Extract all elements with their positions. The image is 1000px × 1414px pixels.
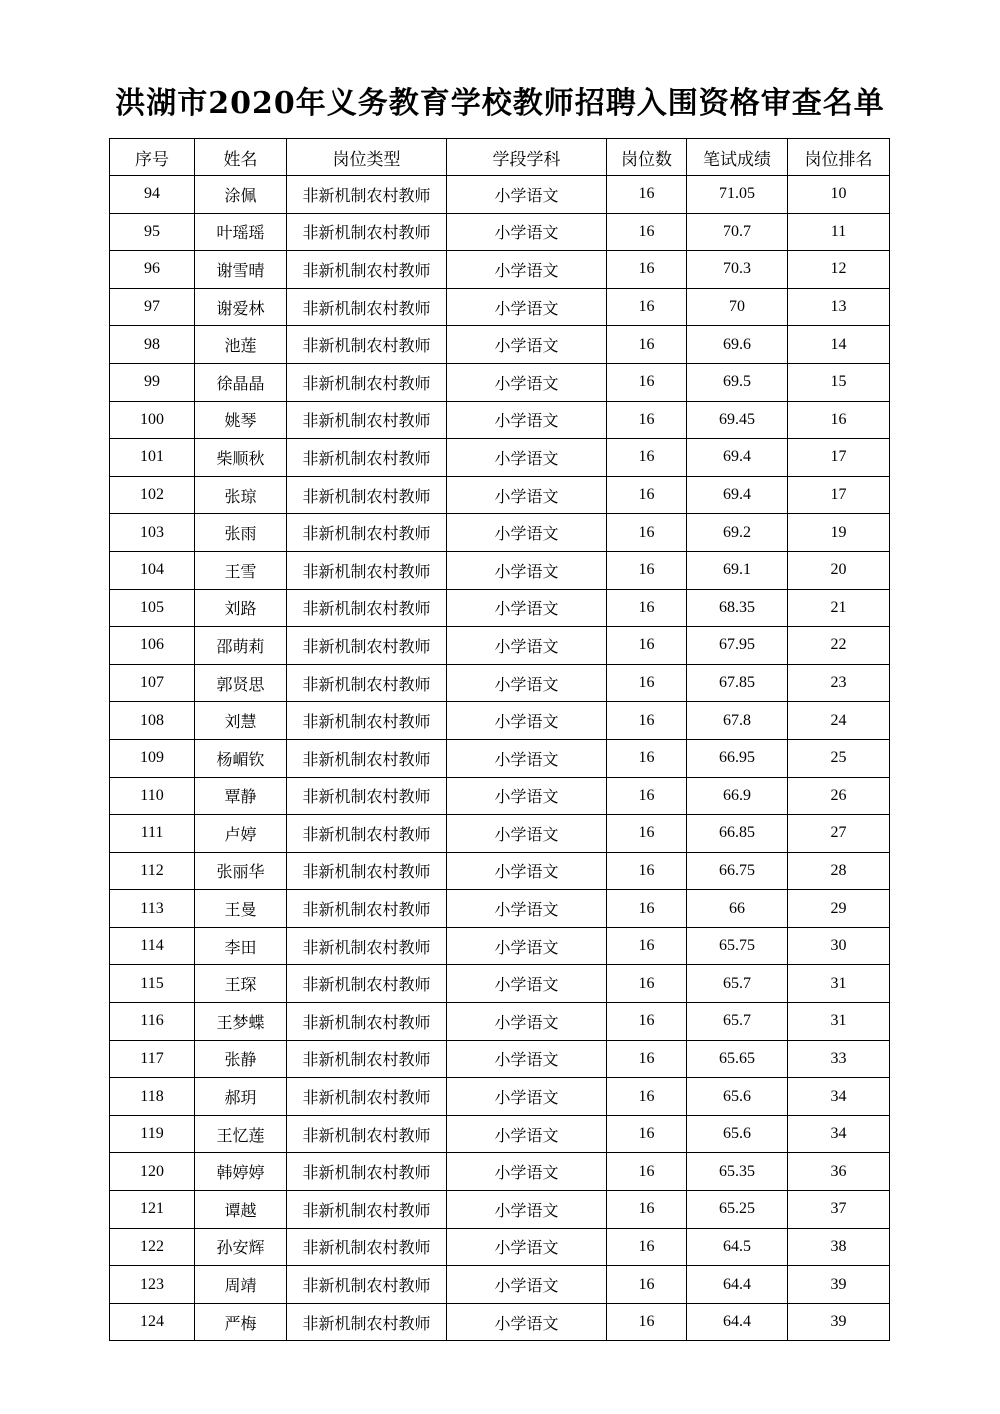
cell-name: 谢爱林 [195, 288, 287, 326]
cell-subject: 小学语文 [447, 401, 607, 439]
cell-post-count: 16 [607, 777, 687, 815]
cell-name: 叶瑶瑶 [195, 213, 287, 251]
cell-post-type: 非新机制农村教师 [287, 702, 447, 740]
cell-written-score: 66.95 [687, 739, 788, 777]
cell-written-score: 67.85 [687, 664, 788, 702]
table-body [110, 176, 890, 1341]
cell-post-rank: 10 [788, 176, 890, 214]
cell-written-score: 65.7 [687, 965, 788, 1003]
cell-subject: 小学语文 [447, 1191, 607, 1229]
cell-post-type: 非新机制农村教师 [287, 739, 447, 777]
cell-subject: 小学语文 [447, 1266, 607, 1304]
cell-written-score: 66.9 [687, 777, 788, 815]
cell-written-score: 65.35 [687, 1153, 788, 1191]
cell-index: 121 [110, 1191, 195, 1229]
cell-name: 姚琴 [195, 401, 287, 439]
table-row [110, 514, 890, 552]
cell-name: 邵萌莉 [195, 627, 287, 665]
cell-post-count: 16 [607, 927, 687, 965]
cell-name: 周靖 [195, 1266, 287, 1304]
cell-post-rank: 11 [788, 213, 890, 251]
cell-post-count: 16 [607, 326, 687, 364]
cell-post-type: 非新机制农村教师 [287, 1115, 447, 1153]
cell-post-rank: 36 [788, 1153, 890, 1191]
cell-written-score: 66.85 [687, 815, 788, 853]
cell-subject: 小学语文 [447, 777, 607, 815]
table-row [110, 326, 890, 364]
cell-post-rank: 38 [788, 1228, 890, 1266]
cell-subject: 小学语文 [447, 1153, 607, 1191]
cell-post-rank: 31 [788, 965, 890, 1003]
cell-post-rank: 33 [788, 1040, 890, 1078]
table-row [110, 176, 890, 214]
cell-post-rank: 24 [788, 702, 890, 740]
cell-post-count: 16 [607, 1003, 687, 1041]
cell-post-type: 非新机制农村教师 [287, 1228, 447, 1266]
cell-subject: 小学语文 [447, 1078, 607, 1116]
table-row [110, 439, 890, 477]
cell-post-rank: 14 [788, 326, 890, 364]
cell-written-score: 65.6 [687, 1115, 788, 1153]
cell-written-score: 65.25 [687, 1191, 788, 1229]
cell-index: 97 [110, 288, 195, 326]
cell-subject: 小学语文 [447, 363, 607, 401]
table-row [110, 476, 890, 514]
page-title: 洪湖市2020年义务教育学校教师招聘入围资格审查名单 [115, 86, 885, 121]
column-header-post-type: 岗位类型 [287, 139, 447, 176]
cell-name: 王雪 [195, 551, 287, 589]
cell-name: 王琛 [195, 965, 287, 1003]
cell-written-score: 69.1 [687, 551, 788, 589]
cell-name: 王梦蝶 [195, 1003, 287, 1041]
table-row [110, 739, 890, 777]
cell-name: 卢婷 [195, 815, 287, 853]
cell-subject: 小学语文 [447, 1115, 607, 1153]
cell-post-count: 16 [607, 288, 687, 326]
table-row [110, 363, 890, 401]
cell-written-score: 70.7 [687, 213, 788, 251]
table-row [110, 1191, 890, 1229]
cell-post-rank: 21 [788, 589, 890, 627]
cell-name: 张琼 [195, 476, 287, 514]
cell-subject: 小学语文 [447, 213, 607, 251]
cell-written-score: 65.7 [687, 1003, 788, 1041]
cell-post-rank: 12 [788, 251, 890, 289]
cell-name: 柴顺秋 [195, 439, 287, 477]
table-row [110, 1228, 890, 1266]
cell-post-rank: 28 [788, 852, 890, 890]
cell-post-count: 16 [607, 1040, 687, 1078]
cell-written-score: 64.4 [687, 1266, 788, 1304]
cell-post-type: 非新机制农村教师 [287, 251, 447, 289]
cell-subject: 小学语文 [447, 890, 607, 928]
table-row [110, 1003, 890, 1041]
cell-name: 谭越 [195, 1191, 287, 1229]
cell-post-rank: 34 [788, 1115, 890, 1153]
cell-post-count: 16 [607, 401, 687, 439]
cell-post-rank: 29 [788, 890, 890, 928]
cell-subject: 小学语文 [447, 1303, 607, 1341]
cell-post-rank: 26 [788, 777, 890, 815]
cell-name: 张丽华 [195, 852, 287, 890]
cell-subject: 小学语文 [447, 1003, 607, 1041]
cell-subject: 小学语文 [447, 815, 607, 853]
cell-index: 110 [110, 777, 195, 815]
cell-subject: 小学语文 [447, 702, 607, 740]
roster-table [109, 138, 890, 1341]
cell-post-rank: 30 [788, 927, 890, 965]
cell-post-type: 非新机制农村教师 [287, 852, 447, 890]
cell-name: 张雨 [195, 514, 287, 552]
cell-written-score: 71.05 [687, 176, 788, 214]
cell-post-count: 16 [607, 363, 687, 401]
cell-index: 114 [110, 927, 195, 965]
cell-index: 113 [110, 890, 195, 928]
cell-name: 刘慧 [195, 702, 287, 740]
table-row [110, 1115, 890, 1153]
cell-post-count: 16 [607, 1191, 687, 1229]
table-row [110, 965, 890, 1003]
cell-post-type: 非新机制农村教师 [287, 1153, 447, 1191]
cell-index: 124 [110, 1303, 195, 1341]
cell-post-rank: 31 [788, 1003, 890, 1041]
cell-post-rank: 15 [788, 363, 890, 401]
cell-index: 103 [110, 514, 195, 552]
cell-post-rank: 39 [788, 1303, 890, 1341]
cell-subject: 小学语文 [447, 288, 607, 326]
cell-post-type: 非新机制农村教师 [287, 1191, 447, 1229]
cell-post-type: 非新机制农村教师 [287, 1078, 447, 1116]
table-row [110, 213, 890, 251]
cell-post-rank: 37 [788, 1191, 890, 1229]
cell-post-type: 非新机制农村教师 [287, 1303, 447, 1341]
cell-index: 100 [110, 401, 195, 439]
cell-index: 108 [110, 702, 195, 740]
cell-index: 112 [110, 852, 195, 890]
cell-post-count: 16 [607, 815, 687, 853]
cell-post-type: 非新机制农村教师 [287, 1266, 447, 1304]
cell-index: 106 [110, 627, 195, 665]
cell-subject: 小学语文 [447, 589, 607, 627]
cell-subject: 小学语文 [447, 739, 607, 777]
cell-name: 韩婷婷 [195, 1153, 287, 1191]
cell-post-count: 16 [607, 1078, 687, 1116]
cell-post-count: 16 [607, 1303, 687, 1341]
cell-post-type: 非新机制农村教师 [287, 890, 447, 928]
cell-post-type: 非新机制农村教师 [287, 1040, 447, 1078]
cell-written-score: 66 [687, 890, 788, 928]
cell-index: 104 [110, 551, 195, 589]
cell-index: 117 [110, 1040, 195, 1078]
cell-subject: 小学语文 [447, 551, 607, 589]
cell-post-type: 非新机制农村教师 [287, 326, 447, 364]
table-row [110, 1078, 890, 1116]
cell-post-type: 非新机制农村教师 [287, 664, 447, 702]
cell-written-score: 65.65 [687, 1040, 788, 1078]
cell-post-type: 非新机制农村教师 [287, 176, 447, 214]
table-header-row [110, 139, 890, 176]
cell-post-count: 16 [607, 589, 687, 627]
cell-written-score: 69.2 [687, 514, 788, 552]
cell-index: 116 [110, 1003, 195, 1041]
table-row [110, 702, 890, 740]
cell-post-type: 非新机制农村教师 [287, 401, 447, 439]
cell-post-type: 非新机制农村教师 [287, 1003, 447, 1041]
cell-name: 李田 [195, 927, 287, 965]
cell-name: 刘路 [195, 589, 287, 627]
cell-name: 王曼 [195, 890, 287, 928]
table-row [110, 1303, 890, 1341]
cell-written-score: 70 [687, 288, 788, 326]
cell-index: 95 [110, 213, 195, 251]
column-header-post-count: 岗位数 [607, 139, 687, 176]
table-row [110, 1040, 890, 1078]
table-row [110, 551, 890, 589]
cell-post-type: 非新机制农村教师 [287, 213, 447, 251]
cell-written-score: 69.4 [687, 439, 788, 477]
cell-post-count: 16 [607, 965, 687, 1003]
cell-index: 123 [110, 1266, 195, 1304]
cell-written-score: 67.8 [687, 702, 788, 740]
table-row [110, 1266, 890, 1304]
cell-index: 96 [110, 251, 195, 289]
cell-subject: 小学语文 [447, 176, 607, 214]
cell-post-type: 非新机制农村教师 [287, 965, 447, 1003]
cell-index: 118 [110, 1078, 195, 1116]
cell-post-rank: 13 [788, 288, 890, 326]
cell-subject: 小学语文 [447, 439, 607, 477]
table-row [110, 401, 890, 439]
cell-post-rank: 23 [788, 664, 890, 702]
cell-subject: 小学语文 [447, 852, 607, 890]
cell-post-type: 非新机制农村教师 [287, 589, 447, 627]
cell-subject: 小学语文 [447, 627, 607, 665]
column-header-index: 序号 [110, 139, 195, 176]
cell-subject: 小学语文 [447, 1228, 607, 1266]
cell-post-count: 16 [607, 627, 687, 665]
table-row [110, 589, 890, 627]
cell-index: 98 [110, 326, 195, 364]
cell-written-score: 68.35 [687, 589, 788, 627]
cell-index: 99 [110, 363, 195, 401]
cell-subject: 小学语文 [447, 251, 607, 289]
cell-post-rank: 27 [788, 815, 890, 853]
cell-post-type: 非新机制农村教师 [287, 439, 447, 477]
cell-name: 涂佩 [195, 176, 287, 214]
cell-post-rank: 34 [788, 1078, 890, 1116]
cell-written-score: 66.75 [687, 852, 788, 890]
cell-post-rank: 19 [788, 514, 890, 552]
cell-written-score: 65.6 [687, 1078, 788, 1116]
cell-post-count: 16 [607, 439, 687, 477]
cell-name: 杨嵋钦 [195, 739, 287, 777]
cell-written-score: 70.3 [687, 251, 788, 289]
cell-name: 池莲 [195, 326, 287, 364]
cell-post-count: 16 [607, 852, 687, 890]
cell-index: 111 [110, 815, 195, 853]
column-header-post-rank: 岗位排名 [788, 139, 890, 176]
cell-name: 郭贤思 [195, 664, 287, 702]
cell-name: 孙安辉 [195, 1228, 287, 1266]
cell-index: 94 [110, 176, 195, 214]
cell-written-score: 69.45 [687, 401, 788, 439]
cell-post-rank: 39 [788, 1266, 890, 1304]
cell-post-count: 16 [607, 476, 687, 514]
cell-post-count: 16 [607, 1228, 687, 1266]
cell-post-count: 16 [607, 1266, 687, 1304]
table-row [110, 927, 890, 965]
cell-written-score: 67.95 [687, 627, 788, 665]
column-header-name: 姓名 [195, 139, 287, 176]
cell-name: 覃静 [195, 777, 287, 815]
cell-index: 101 [110, 439, 195, 477]
cell-post-type: 非新机制农村教师 [287, 551, 447, 589]
table-row [110, 815, 890, 853]
table-row [110, 627, 890, 665]
cell-name: 谢雪晴 [195, 251, 287, 289]
cell-name: 徐晶晶 [195, 363, 287, 401]
cell-post-count: 16 [607, 702, 687, 740]
cell-post-count: 16 [607, 664, 687, 702]
cell-post-count: 16 [607, 514, 687, 552]
cell-post-rank: 17 [788, 476, 890, 514]
cell-name: 王忆莲 [195, 1115, 287, 1153]
cell-subject: 小学语文 [447, 927, 607, 965]
cell-post-type: 非新机制农村教师 [287, 927, 447, 965]
cell-subject: 小学语文 [447, 476, 607, 514]
cell-index: 105 [110, 589, 195, 627]
cell-post-rank: 17 [788, 439, 890, 477]
cell-post-rank: 22 [788, 627, 890, 665]
table-row [110, 288, 890, 326]
cell-written-score: 69.5 [687, 363, 788, 401]
cell-post-count: 16 [607, 213, 687, 251]
cell-post-count: 16 [607, 176, 687, 214]
cell-index: 107 [110, 664, 195, 702]
cell-subject: 小学语文 [447, 514, 607, 552]
cell-subject: 小学语文 [447, 965, 607, 1003]
cell-post-type: 非新机制农村教师 [287, 815, 447, 853]
cell-index: 120 [110, 1153, 195, 1191]
cell-post-rank: 20 [788, 551, 890, 589]
cell-post-count: 16 [607, 1153, 687, 1191]
table-row [110, 664, 890, 702]
cell-index: 122 [110, 1228, 195, 1266]
cell-written-score: 69.4 [687, 476, 788, 514]
cell-subject: 小学语文 [447, 664, 607, 702]
cell-post-type: 非新机制农村教师 [287, 514, 447, 552]
cell-name: 张静 [195, 1040, 287, 1078]
cell-index: 102 [110, 476, 195, 514]
cell-name: 郝玥 [195, 1078, 287, 1116]
cell-post-type: 非新机制农村教师 [287, 363, 447, 401]
cell-index: 109 [110, 739, 195, 777]
cell-written-score: 65.75 [687, 927, 788, 965]
cell-post-count: 16 [607, 890, 687, 928]
column-header-subject: 学段学科 [447, 139, 607, 176]
column-header-written-score: 笔试成绩 [687, 139, 788, 176]
table-row [110, 1153, 890, 1191]
cell-written-score: 64.4 [687, 1303, 788, 1341]
cell-post-count: 16 [607, 251, 687, 289]
cell-subject: 小学语文 [447, 326, 607, 364]
cell-post-rank: 16 [788, 401, 890, 439]
cell-subject: 小学语文 [447, 1040, 607, 1078]
cell-index: 119 [110, 1115, 195, 1153]
cell-post-type: 非新机制农村教师 [287, 476, 447, 514]
cell-index: 115 [110, 965, 195, 1003]
cell-post-count: 16 [607, 551, 687, 589]
cell-written-score: 64.5 [687, 1228, 788, 1266]
cell-post-count: 16 [607, 739, 687, 777]
table-row [110, 852, 890, 890]
table-row [110, 251, 890, 289]
cell-post-type: 非新机制农村教师 [287, 777, 447, 815]
cell-name: 严梅 [195, 1303, 287, 1341]
cell-post-rank: 25 [788, 739, 890, 777]
cell-post-type: 非新机制农村教师 [287, 627, 447, 665]
table-row [110, 890, 890, 928]
cell-written-score: 69.6 [687, 326, 788, 364]
cell-post-type: 非新机制农村教师 [287, 288, 447, 326]
table-row [110, 777, 890, 815]
cell-post-count: 16 [607, 1115, 687, 1153]
